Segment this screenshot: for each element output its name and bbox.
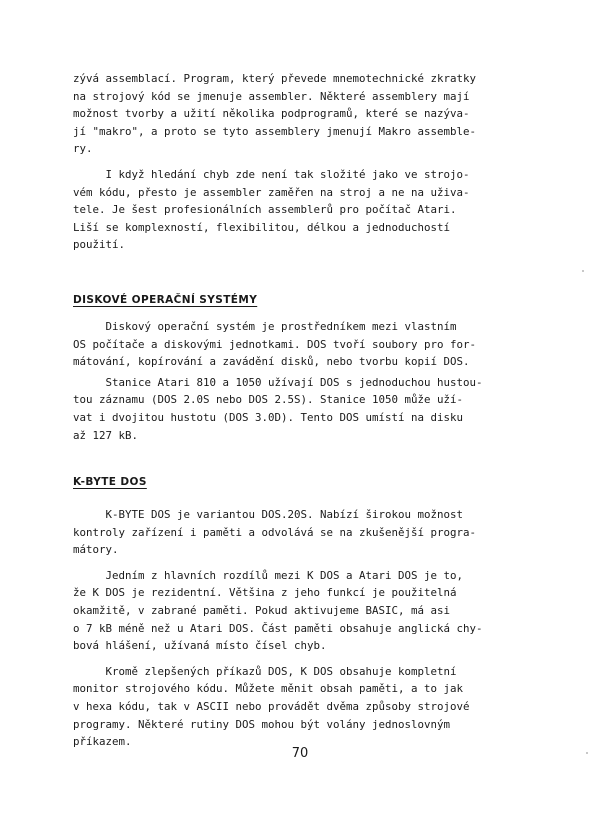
section-heading-kbyte-dos: K-BYTE DOS — [73, 476, 147, 488]
paragraph-kbyte-resident: Jedním z hlavních rozdílů mezi K DOS a Atari DOS je to, že K DOS je rezidentní. Většina z jeho funkcí je použitelná okamžitě, v zabrané paměti. Pokud aktivujeme BASIC, má asi o 7 kB méně než u Atari DOS. Část paměti obsahuje anglická chy- bová hlášení, užívaná místo čísel chyb. — [73, 568, 483, 653]
paragraph-kbyte-intro: K-BYTE DOS je variantou DOS.20S. Nabízí širokou možnost kontroly zařízení i paměti a odvolává se na zkušenější progra- mátory. — [73, 508, 477, 557]
paragraph-disk-os-intro: Diskový operační systém je prostředníkem mezi vlastním OS počítače a diskovými jednotkami. DOS tvoří soubory pro for- mátování, kopírování a zavádění disků, nebo tvorbu kopií DOS. — [73, 320, 477, 369]
kbyte-dos-text — [73, 506, 525, 751]
paragraph-assembler-debugging: I když hledání chyb zde není tak složité jako ve strojo- vém kódu, přesto je assembler zaměřen na stroj a ne na uživa- tele. Je šest profesionálních assemblerů pro počítač Atari. Liší se komplexností, flexibilitou, délkou a jednoduchostí použití. — [73, 167, 470, 252]
paper-speck — [586, 752, 588, 754]
paper-speck — [582, 270, 584, 272]
disk-os-text — [73, 318, 525, 444]
page-number: 70 — [291, 746, 309, 761]
paragraph-assembler-definition: zývá assemblací. Program, který převede mnemotechnické zkratky na strojový kód se jmenuje assembler. Některé assemblery mají možnost tvorby a užití několika podprogramů, které se nazýva- jí "makro", a proto se tyto assemblery jmenují Makro assemble- ry. — [73, 72, 477, 156]
section-heading-disk-os: DISKOVÉ OPERAČNÍ SYSTÉMY — [73, 294, 258, 306]
paragraph-disk-density: Stanice Atari 810 a 1050 užívají DOS s jednoduchou hustou- tou záznamu (DOS 2.0S nebo DOS 2.5S). Stanice 1050 může uží- vat i dvojitou hustotu (DOS 3.0D). Tento DOS umístí na disku až 127 kB. — [73, 375, 483, 442]
paragraph-kbyte-monitor: Kromě zlepšených příkazů DOS, K DOS obsahuje kompletní monitor strojového kódu. Můžete měnit obsah paměti, a to jak v hexa kódu, tak v ASCII nebo provádět dvěma způsoby strojové programy. Některé rutiny DOS mohou být volány jednoslovným příkazem. — [73, 664, 470, 749]
intro-text — [73, 70, 525, 254]
